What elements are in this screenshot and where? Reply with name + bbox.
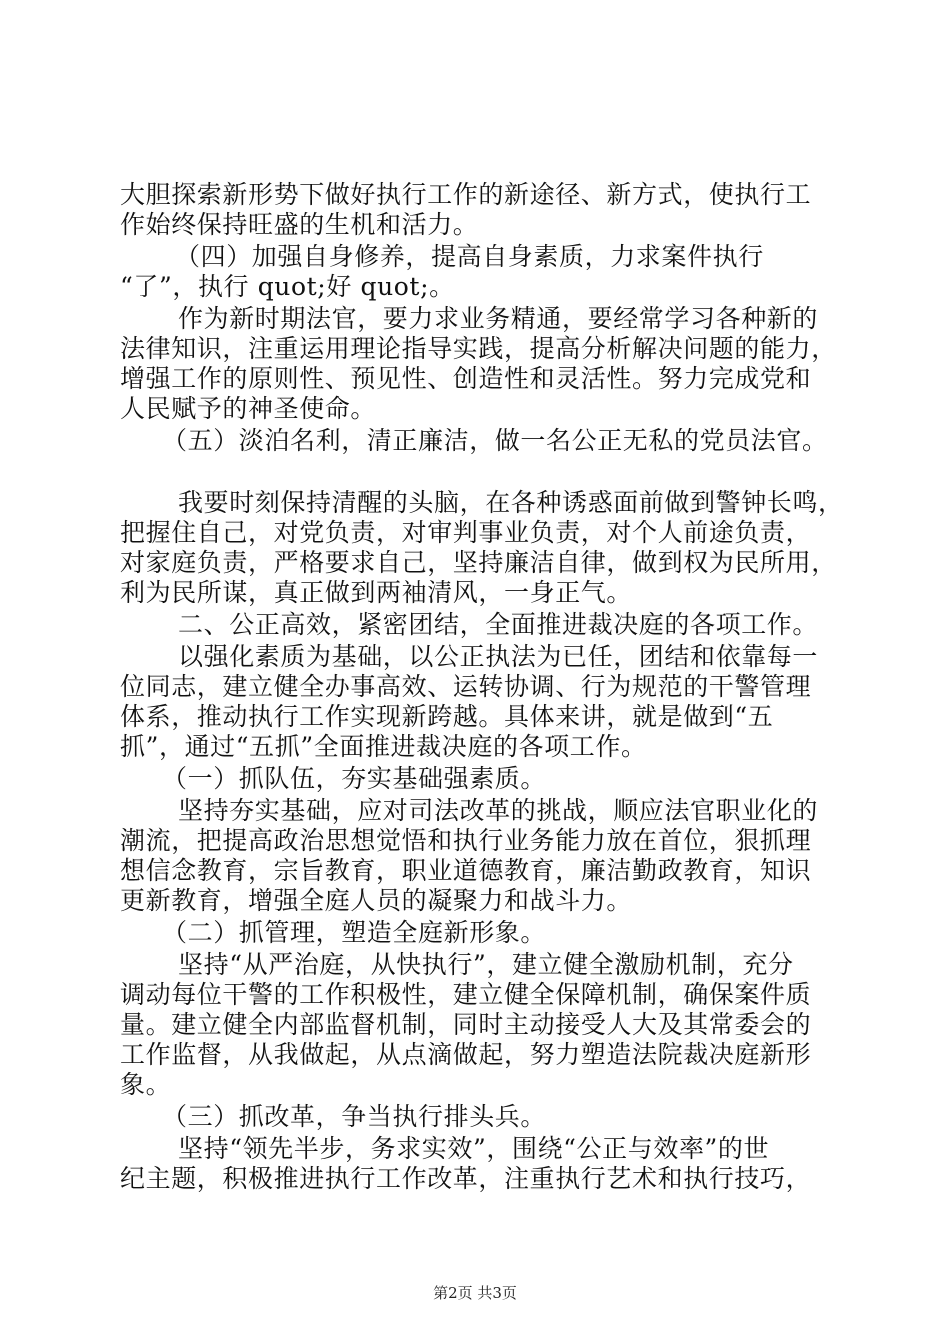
subheading-line: （五）淡泊名利，清正廉洁，做一名公正无私的党员法官。 [162,426,828,455]
subheading-line: （四）加强自身修养，提高自身素质，力求案件执行 [175,242,764,271]
body-line: 坚持夯实基础，应对司法改革的挑战，顺应法官职业化的 [178,796,819,825]
body-line: 调动每位干警的工作积极性，建立健全保障机制，确保案件质 [120,980,812,1009]
body-line: 位同志，建立健全办事高效、运转协调、行为规范的干警管理 [120,672,812,701]
body-line: 法律知识，注重运用理论指导实践，提高分析解决问题的能力， [120,334,837,363]
body-line: 对家庭负责，严格要求自己，坚持廉洁自律，做到权为民所用， [120,548,837,577]
body-line: 利为民所谋，真正做到两袖清风，一身正气。 [120,578,633,607]
body-line: 把握住自己，对党负责，对审判事业负责，对个人前途负责， [120,518,812,547]
body-line: 以强化素质为基础，以公正执法为已任，团结和依靠每一 [178,642,819,671]
body-line: 量。建立健全内部监督机制，同时主动接受人大及其常委会的 [120,1010,812,1039]
section-heading: 二、公正高效，紧密团结，全面推进裁决庭的各项工作。 [178,610,819,639]
body-line: 想信念教育，宗旨教育，职业道德教育，廉洁勤政教育，知识 [120,856,812,885]
body-line: 更新教育，增强全庭人员的凝聚力和战斗力。 [120,886,633,915]
body-line: 大胆探索新形势下做好执行工作的新途径、新方式，使执行工 [120,180,812,209]
subheading-line: （一）抓队伍，夯实基础强素质。 [162,764,547,793]
body-line: 体系，推动执行工作实现新跨越。具体来讲，就是做到“五 [120,702,774,731]
body-line: 纪主题，积极推进执行工作改革，注重执行艺术和执行技巧， [120,1164,812,1193]
body-line: 抓”，通过“五抓”全面推进裁决庭的各项工作。 [120,732,647,761]
body-line: 我要时刻保持清醒的头脑，在各种诱惑面前做到警钟长鸣， [178,488,844,517]
body-line: 潮流，把提高政治思想觉悟和执行业务能力放在首位，狠抓理 [120,826,812,855]
body-line: 人民赋予的神圣使命。 [120,394,377,423]
body-line: 坚持“领先半步，务求实效”，围绕“公正与效率”的世 [178,1134,770,1163]
body-line: 作始终保持旺盛的生机和活力。 [120,210,479,239]
body-line: 象。 [120,1070,172,1099]
page-number-footer: 第2页 共3页 [433,1284,517,1302]
subheading-line: （三）抓改革，争当执行排头兵。 [162,1102,547,1131]
body-line: 增强工作的原则性、预见性、创造性和灵活性。努力完成党和 [120,364,812,393]
body-line: 工作监督，从我做起，从点滴做起，努力塑造法院裁决庭新形 [120,1040,812,1069]
body-line: 坚持“从严治庭，从快执行”，建立健全激励机制，充分 [178,950,794,979]
subheading-line: （二）抓管理，塑造全庭新形象。 [162,918,547,947]
body-line: 作为新时期法官，要力求业务精通，要经常学习各种新的 [178,304,819,333]
subheading-line: “了”，执行 quot;好 quot;。 [120,272,455,301]
